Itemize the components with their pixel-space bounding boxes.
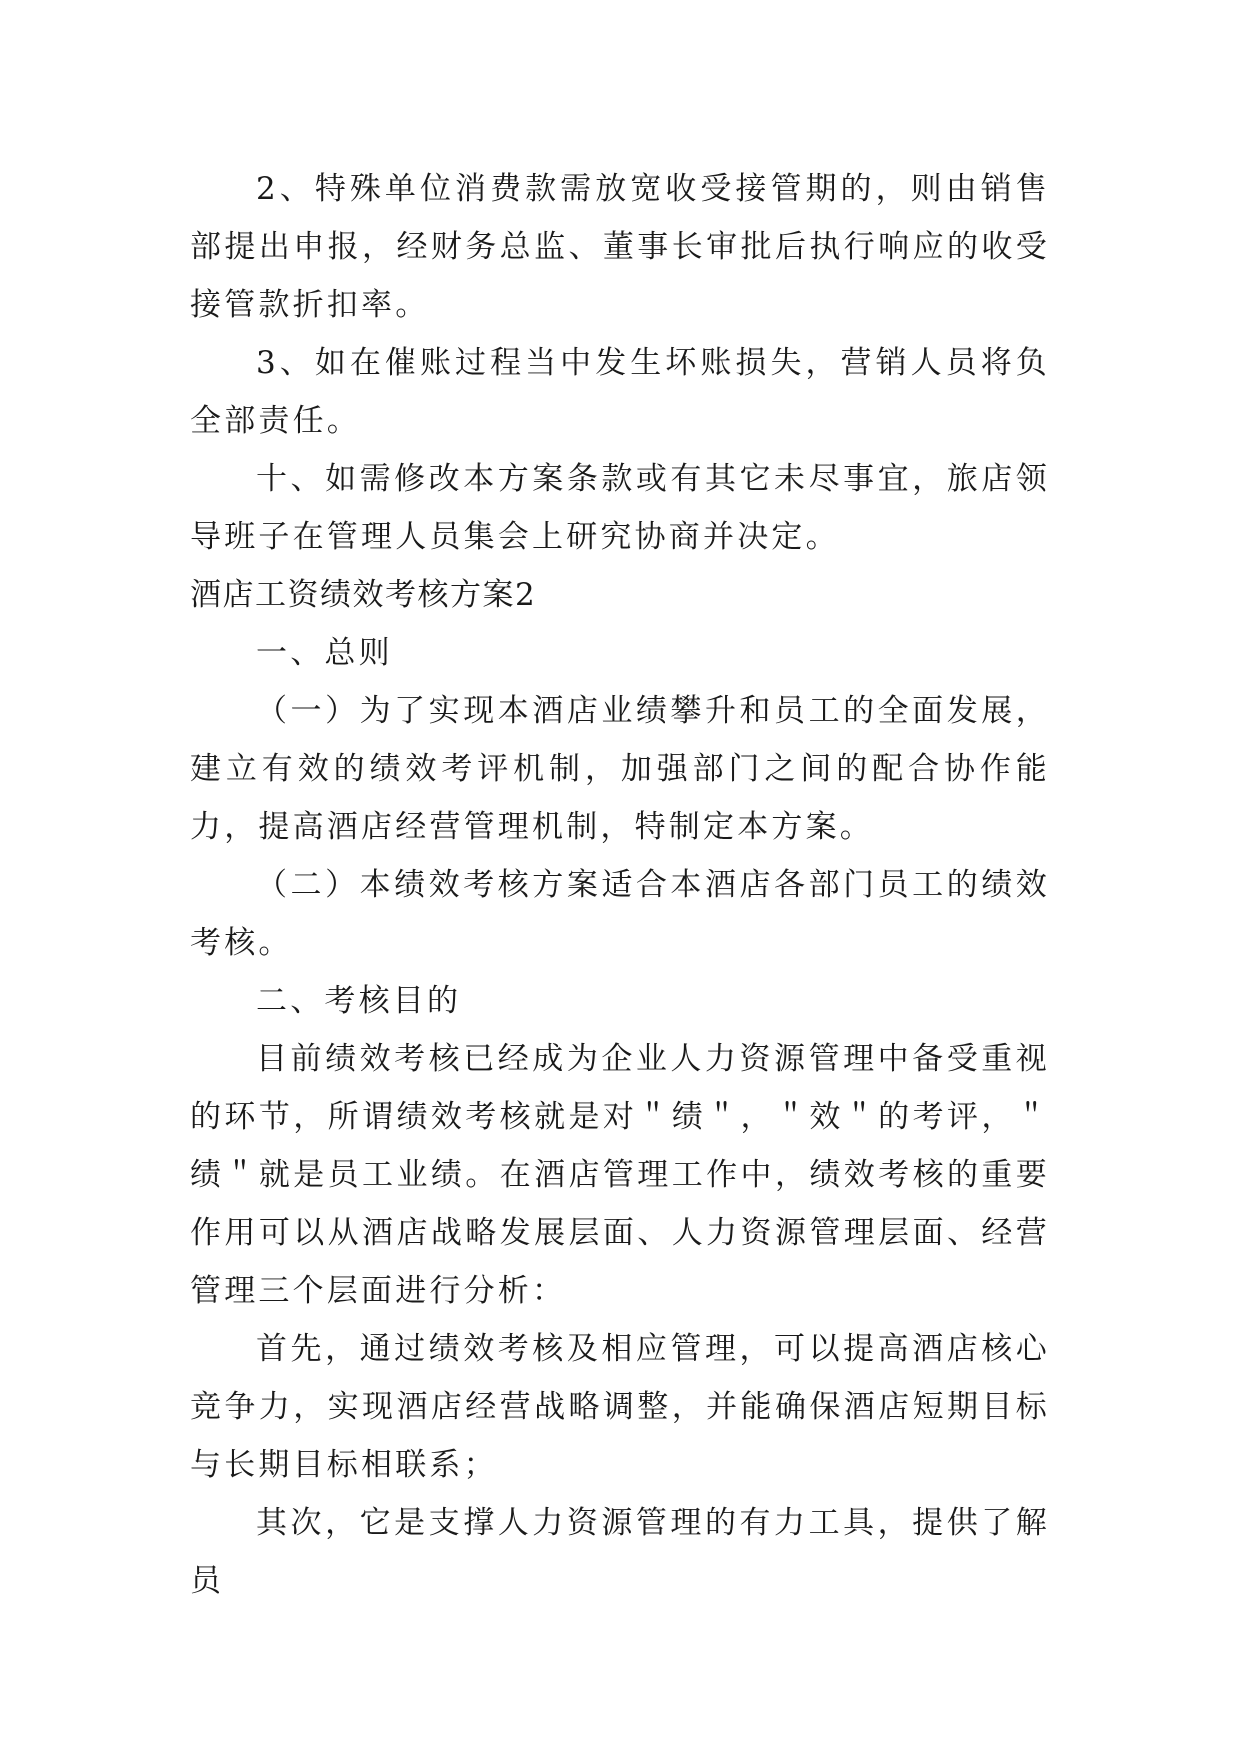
- paragraph-purpose-one: （一）为了实现本酒店业绩攀升和员工的全面发展，建立有效的绩效考评机制，加强部门之间的配合协作能力，提高酒店经营管理机制，特制定本方案。: [190, 693, 1050, 845]
- paragraph-first-competitiveness: 首先，通过绩效考核及相应管理，可以提高酒店核心竞争力，实现酒店经营战略调整，并能确保酒店短期目标与长期目标相联系；: [190, 1331, 1050, 1483]
- heading-general-principles: 一、总则: [256, 635, 393, 671]
- document-body: [190, 160, 1050, 1610]
- paragraph-bad-debt-responsibility: 3、如在催账过程当中发生坏账损失，营销人员将负全部责任。: [190, 345, 1050, 439]
- paragraph-section-ten-amendment: 十、如需修改本方案条款或有其它未尽事宜，旅店领导班子在管理人员集会上研究协商并决定。: [190, 461, 1050, 555]
- document-title: 酒店工资绩效考核方案2: [190, 577, 537, 613]
- heading-assessment-objectives: 二、考核目的: [256, 983, 462, 1019]
- paragraph-scope-two: （二）本绩效考核方案适合本酒店各部门员工的绩效考核。: [190, 867, 1050, 961]
- paragraph-assessment-importance: 目前绩效考核已经成为企业人力资源管理中备受重视的环节，所谓绩效考核就是对＂绩＂，＂效＂的考评，＂绩＂就是员工业绩。在酒店管理工作中，绩效考核的重要作用可以从酒店战略发展层面、人力资源管理层面、经营管理三个层面进行分析：: [190, 1041, 1050, 1309]
- paragraph-special-unit-payment: 2、特殊单位消费款需放宽收受接管期的，则由销售部提出申报，经财务总监、董事长审批后执行响应的收受接管款折扣率。: [190, 171, 1050, 323]
- paragraph-second-hr-tool: 其次，它是支撑人力资源管理的有力工具，提供了解员: [190, 1505, 1050, 1599]
